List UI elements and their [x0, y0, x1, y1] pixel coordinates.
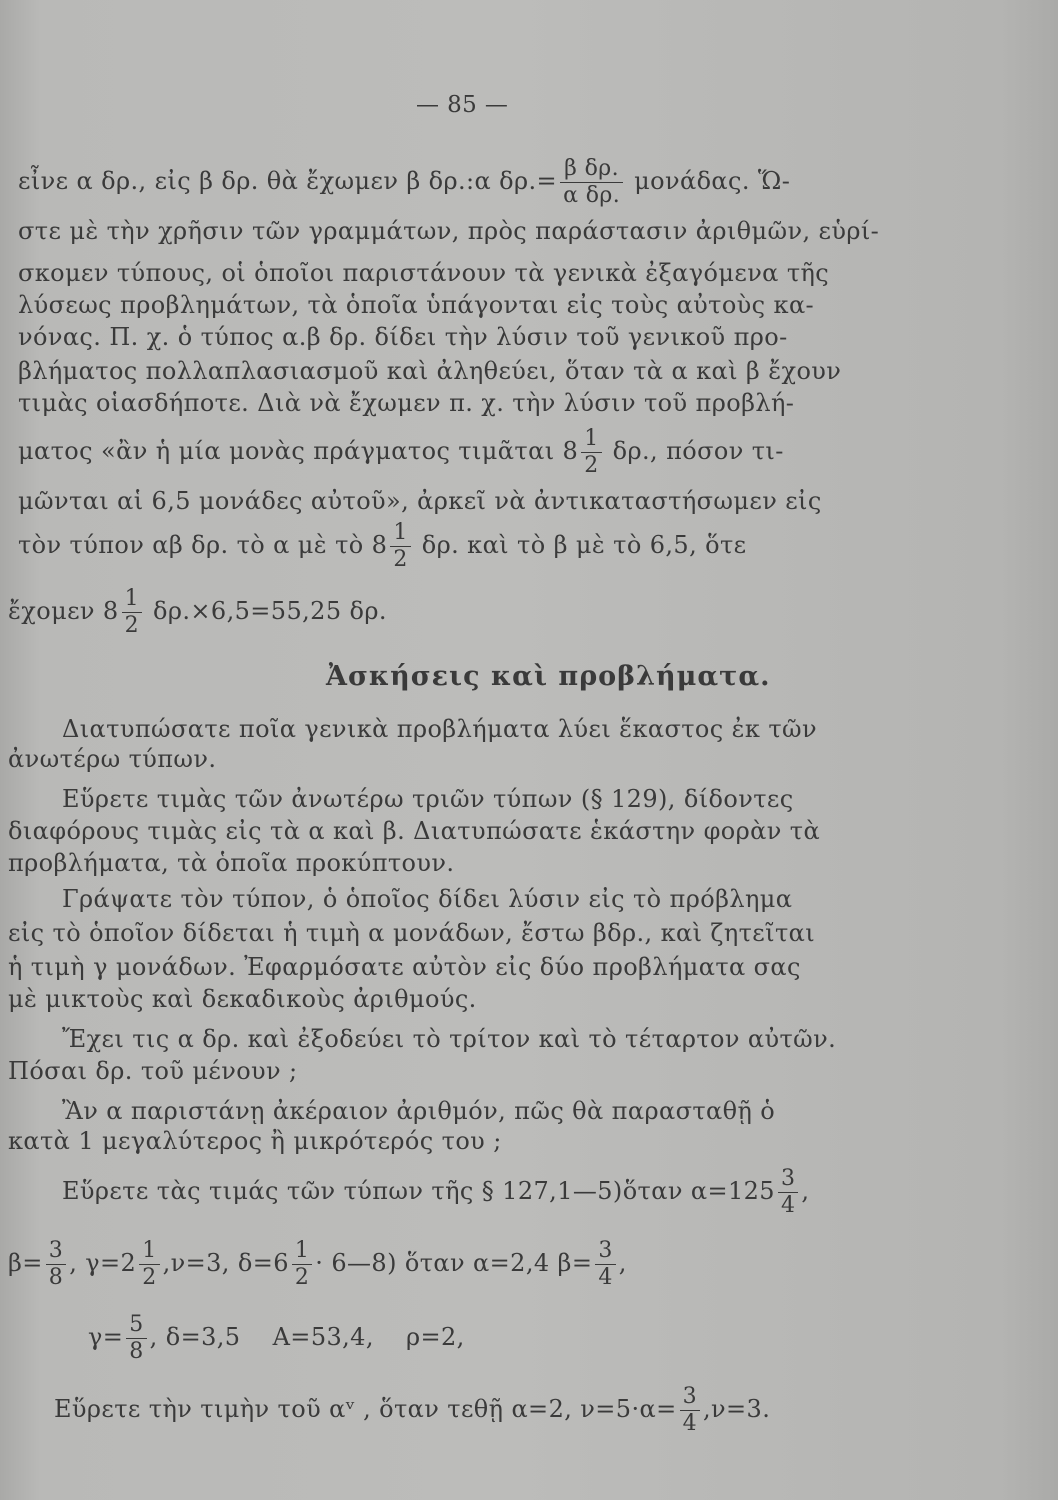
text-segment: β=: [8, 1249, 43, 1277]
text-segment: · 6—8) ὅταν α=2,4 β=: [315, 1249, 593, 1277]
fraction: $\frac{1}{2}$: [581, 426, 601, 479]
text-line: Ἂν α παριστάνῃ ἀκέραιον ἀριθμόν, πῶς θὰ παρασταθῇ ὁ: [62, 1097, 776, 1125]
text-segment: ,ν=3.: [703, 1395, 771, 1423]
fraction: $\frac{1}{2}$: [390, 520, 410, 573]
text-line: [18, 426, 784, 479]
fraction: $\frac{1}{2}$: [292, 1238, 312, 1291]
text-segment: Εὕρετε τὰς τιμάς τῶν τύπων τῆς § 127,1—5)ὅταν α=125: [62, 1177, 775, 1205]
text-segment: δρ., πόσον τι-: [612, 437, 784, 465]
fraction: $\frac{3}{4}$: [595, 1238, 615, 1291]
text-segment: τὸν τύπον αβ δρ. τὸ α μὲ τὸ 8: [18, 531, 388, 559]
text-line: λύσεως προβλημάτων, τὰ ὁποῖα ὑπάγονται εἰς τοὺς αὐτοὺς κα-: [18, 291, 815, 319]
text-segment: ἔχομεν 8: [8, 597, 119, 625]
section-title: Ἀσκήσεις καὶ προβλήματα.: [326, 661, 771, 692]
text-line: ἀνωτέρω τύπων.: [8, 745, 217, 773]
text-line: σκομεν τύπους, οἱ ὁποῖοι παριστάνουν τὰ γενικὰ ἐξαγόμενα τῆς: [18, 259, 830, 287]
text-line: [88, 1312, 465, 1365]
text-segment: ,ν=3, δ=6: [162, 1249, 289, 1277]
text-line: νόνας. Π. χ. ὁ τύπος α.β δρ. δίδει τὴν λύσιν τοῦ γενικοῦ προ-: [18, 323, 788, 351]
text-line: [54, 1384, 770, 1437]
text-line: Εὕρετε τὰς τιμάς τῶν τύπων τῆς § 127,1—5)ὅταν α=125 $\frac{3}{4}$ ,: [62, 1166, 810, 1218]
text-segment: δρ. καὶ τὸ β μὲ τὸ 6,5, ὅτε: [421, 531, 747, 559]
text-segment: Εὕρετε τὴν τιμὴν τοῦ αᵛ , ὅταν τεθῇ α=2, ν=5·α=: [54, 1395, 677, 1423]
text-line: β= $\frac{3}{8}$ , γ=2 $\frac{1}{2}$ ,ν=3, δ=6 $\frac{1}{2}$ · 6—8) ὅταν α=2,4 β= $\frac{3}{4}$ ,: [8, 1238, 627, 1290]
fraction: $\frac{\text{β δρ.}}{\text{α δρ.}}$: [560, 156, 623, 209]
text-line: [18, 156, 790, 209]
fraction: $\frac{3}{8}$: [46, 1238, 66, 1291]
text-line: προβλήματα, τὰ ὁποῖα προκύπτουν.: [8, 849, 455, 877]
text-line: Πόσαι δρ. τοῦ μένουν ;: [8, 1057, 298, 1085]
text-line: διαφόρους τιμὰς εἰς τὰ α καὶ β. Διατυπώσατε ἑκάστην φορὰν τὰ: [8, 817, 821, 845]
text-line: μὲ μικτοὺς καὶ δεκαδικοὺς ἀριθμούς.: [8, 985, 477, 1013]
text-line: εἰς τὸ ὁποῖον δίδεται ἡ τιμὴ α μονάδων, ἔστω βδρ., καὶ ζητεῖται: [8, 919, 816, 947]
text-line: Γράψατε τὸν τύπον, ὁ ὁποῖος δίδει λύσιν εἰς τὸ πρόβλημα: [62, 885, 793, 913]
text-segment: μονάδας. Ὥ-: [634, 167, 791, 195]
fraction: $\frac{1}{2}$: [122, 586, 142, 639]
text-line: [18, 520, 747, 573]
text-segment: δρ.×6,5=55,25 δρ.: [153, 597, 387, 625]
text-line: ἡ τιμὴ γ μονάδων. Ἐφαρμόσατε αὐτὸν εἰς δύο προβλήματα σας: [8, 953, 801, 981]
page-number: — 85 —: [416, 92, 509, 118]
text-line: [8, 586, 387, 639]
text-line: μῶνται αἱ 6,5 μονάδες αὐτοῦ», ἀρκεῖ νὰ ἀντικαταστήσωμεν εἰς: [18, 487, 822, 515]
text-line: Ἔχει τις α δρ. καὶ ἐξοδεύει τὸ τρίτον καὶ τὸ τέταρτον αὐτῶν.: [62, 1025, 837, 1053]
fraction: $\frac{3}{4}$: [680, 1384, 700, 1437]
text-line: στε μὲ τὴν χρῆσιν τῶν γραμμάτων, πρὸς παράστασιν ἀριθμῶν, εὑρί-: [18, 217, 880, 245]
text-segment: , δ=3,5 Α=53,4, ρ=2,: [149, 1323, 465, 1351]
text-segment: ματος «ἂν ἡ μία μονὰς πράγματος τιμᾶται 8: [18, 437, 579, 465]
text-line: τιμὰς οἱασδήποτε. Διὰ νὰ ἔχωμεν π. χ. τὴν λύσιν τοῦ προβλή-: [18, 389, 795, 417]
fraction: $\frac{3}{4}$: [778, 1166, 798, 1219]
fraction: $\frac{5}{8}$: [126, 1312, 146, 1365]
text-line: κατὰ 1 μεγαλύτερος ἢ μικρότερός του ;: [8, 1127, 502, 1155]
text-segment: , γ=2: [69, 1249, 137, 1277]
text-line: Διατυπώσατε ποῖα γενικὰ προβλήματα λύει ἕκαστος ἐκ τῶν: [62, 715, 817, 743]
text-line: Εὕρετε τιμὰς τῶν ἀνωτέρω τριῶν τύπων (§ 129), δίδοντες: [62, 785, 794, 813]
text-segment: γ=: [88, 1323, 124, 1351]
text-segment: εἶνε α δρ., εἰς β δρ. θὰ ἔχωμεν β δρ.:α δρ.=: [18, 167, 558, 195]
text-line: βλήματος πολλαπλασιασμοῦ καὶ ἀληθεύει, ὅταν τὰ α καὶ β ἔχουν: [18, 357, 842, 385]
fraction: $\frac{1}{2}$: [139, 1238, 159, 1291]
